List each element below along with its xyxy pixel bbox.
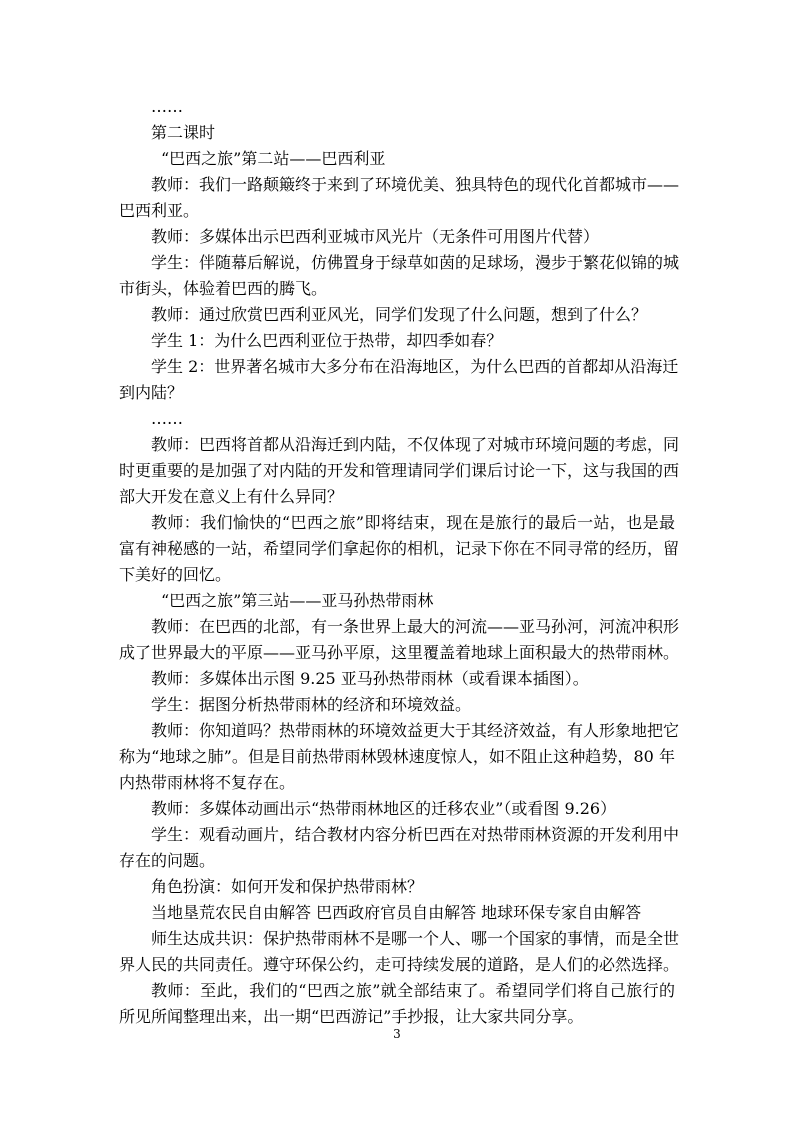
- text-line: 富有神秘感的一站，希望同学们拿起你的相机，记录下你在不同寻常的经历，留: [119, 539, 680, 558]
- text-line: 所见所闻整理出来，出一期“巴西游记”手抄报，让大家共同分享。: [119, 1007, 584, 1026]
- text-line: 角色扮演：如何开发和保护热带雨林？: [151, 877, 424, 896]
- text-line: 教师：我们一路颠簸终于来到了环境优美、独具特色的现代化首都城市——: [151, 175, 680, 194]
- text-line: 称为“地球之肺”。但是目前热带雨林毁林速度惊人，如不阻止这种趋势，80 年: [119, 747, 675, 766]
- text-line: 存在的问题。: [119, 851, 216, 870]
- text-line: 学生：伴随幕后解说，仿佛置身于绿草如茵的足球场，漫步于繁花似锦的城: [151, 253, 680, 272]
- text-line: 成了世界最大的平原——亚马孙平原，这里覆盖着地球上面积最大的热带雨林。: [119, 643, 680, 662]
- text-line: 市街头，体验着巴西的腾飞。: [119, 279, 328, 298]
- text-line: 时更重要的是加强了对内陆的开发和管理请同学们课后讨论一下，这与我国的西: [119, 461, 680, 480]
- text-line: 学生 1：为什么巴西利亚位于热带，却四季如春？: [151, 331, 503, 350]
- text-line: 界人民的共同责任。遵守环保公约，走可持续发展的道路，是人们的必然选择。: [119, 955, 680, 974]
- text-line: 学生：观看动画片，结合教材内容分析巴西在对热带雨林资源的开发利用中: [151, 825, 680, 844]
- text-line: 师生达成共识：保护热带雨林不是哪一个人、哪一个国家的事情，而是全世: [151, 929, 680, 948]
- text-line: 教师：多媒体出示图 9.25 亚马孙热带雨林（或看课本插图）。: [151, 669, 589, 688]
- text-line: 学生 2：世界著名城市大多分布在沿海地区，为什么巴西的首都却从沿海迁: [151, 357, 679, 376]
- section-heading-second-lesson: 第二课时: [151, 123, 216, 142]
- text-line: 教师：你知道吗？热带雨林的环境效益更大于其经济效益，有人形象地把它: [151, 721, 680, 740]
- text-line: 教师：多媒体出示巴西利亚城市风光片（无条件可用图片代替）: [151, 227, 600, 246]
- text-line: 学生：据图分析热带雨林的经济和环境效益。: [151, 695, 472, 714]
- text-line: 内热带雨林将不复存在。: [119, 773, 296, 792]
- text-line: 到内陆？: [119, 383, 184, 402]
- text-line: 教师：至此，我们的“巴西之旅”就全部结束了。希望同学们将自己旅行的: [151, 981, 675, 1000]
- text-line: 巴西利亚。: [119, 201, 200, 220]
- section-heading-station-2: “巴西之旅”第二站——巴西利亚: [161, 149, 386, 168]
- section-heading-station-3: “巴西之旅”第三站——亚马孙热带雨林: [161, 591, 434, 610]
- text-line: 教师：多媒体动画出示“热带雨林地区的迁移农业”（或看图 9.26）: [151, 799, 617, 818]
- text-line-ellipsis-2: ……: [151, 409, 183, 428]
- text-line: 教师：我们愉快的“巴西之旅”即将结束，现在是旅行的最后一站，也是最: [151, 513, 675, 532]
- document-body: [119, 94, 680, 1030]
- text-line: 部大开发在意义上有什么异同？: [119, 487, 344, 506]
- text-line: 教师：在巴西的北部，有一条世界上最大的河流——亚马孙河，河流冲积形: [151, 617, 680, 636]
- text-line: 下美好的回忆。: [119, 565, 232, 584]
- text-line: 教师：通过欣赏巴西利亚风光，同学们发现了什么问题，想到了什么？: [151, 305, 648, 324]
- text-line: 当地垦荒农民自由解答 巴西政府官员自由解答 地球环保专家自由解答: [151, 903, 642, 922]
- text-line: 教师：巴西将首都从沿海迁到内陆，不仅体现了对城市环境问题的考虑，同: [151, 435, 680, 454]
- page-number: 3: [393, 1027, 401, 1041]
- text-line-ellipsis-1: ……: [151, 97, 183, 116]
